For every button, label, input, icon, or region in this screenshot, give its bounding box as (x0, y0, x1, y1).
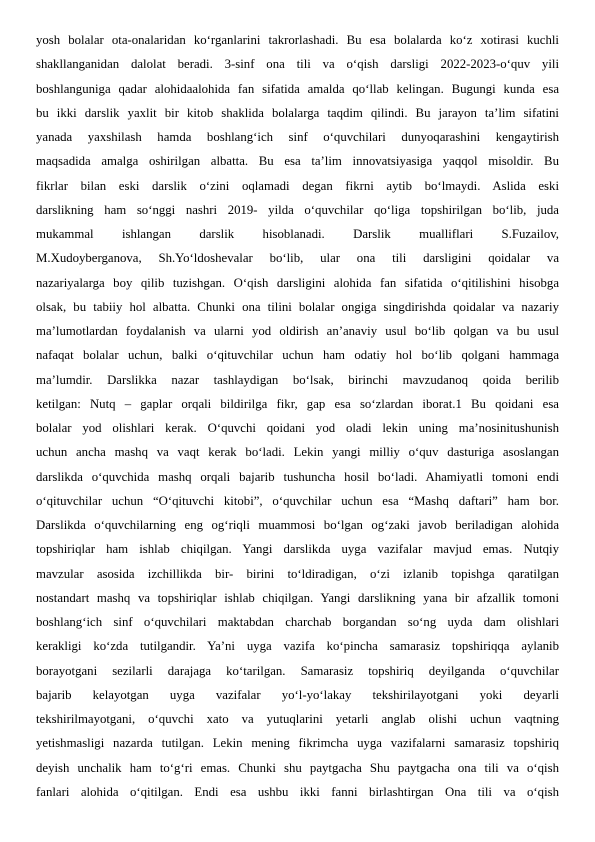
text-line: fanlari alohida o‘qitilgan. Endi esa ushbu ikki fanni birlashtirgan Ona tili va o‘qish (36, 784, 559, 799)
text-line: nazariyalarga boy qilib tuzishgan. O‘qish darsligini alohida fan sifatida o‘qitilishini hisobga (36, 275, 559, 290)
text-line: nostandart mashq va topshiriqlar ishlab chiqilgan. Yangi darslikning yana bir afzallik tomoni (36, 590, 559, 605)
document-body (36, 28, 559, 804)
text-line: shakllanganidan dalolat beradi. 3-sinf ona tili va o‘qish darsligi 2022-2023-o‘quv yili (36, 57, 559, 72)
text-line: M.Xudoyberganova, Sh.Yo‘ldoshevalar bo‘lib, ular ona tili darsligini qoidalar va (36, 251, 559, 266)
text-line: yosh bolalar ota-onalaridan ko‘rganlarini takrorlashadi. Bu esa bolalarda ko‘z xotirasi kuchli (36, 33, 559, 47)
text-line: ma’lumdir. Darslikka nazar tashlaydigan bo‘lsak, birinchi mavzudanoq qoida berilib (36, 372, 559, 387)
text-line: darslikning ham so‘nggi nashri 2019- yilda o‘quvchilar qo‘liga topshirilgan bo‘lib, juda (36, 202, 559, 217)
text-line: olsak, bu tabiiy hol albatta. Chunki ona tilini bolalar ongiga singdirishda qoidalar va nazariy (36, 299, 559, 314)
text-line: darslikda o‘quvchida mashq orqali bajarib tushuncha hosil bo‘ladi. Ahamiyatli tomoni endi (36, 469, 559, 484)
text-line: yanada yaxshilash hamda boshlang‘ich sinf o‘quvchilari dunyoqarashini kengaytirish (36, 130, 559, 144)
text-line: ketilgan: Nutq – gaplar orqali bildirilga fikr, gap esa so‘zlardan iborat.1 Bu qoidani esa (36, 396, 559, 411)
text-line: kerakligi ko‘zda tutilgandir. Ya’ni uyga vazifa ko‘pincha samarasiz topshiriqqa aylanib (36, 639, 559, 654)
text-line: boshlang‘ich sinf o‘quvchilari maktabdan charchab borgandan so‘ng uyda dam olishlari (36, 615, 559, 629)
text-line: yetishmasligi nazarda tutilgan. Lekin mening fikrimcha uyga vazifalarni samarasiz topshiriq (36, 736, 559, 751)
text-line: tekshirilmayotgani, o‘quvchi xato va yutuqlarini yetarli anglab olishi uchun vaqtning (36, 712, 559, 726)
text-line: bu ikki darslik yaxlit bir kitob shaklida bolalarga taqdim qilindi. Bu jarayon ta’lim sifatini (36, 105, 559, 120)
text-line: mavzular asosida izchillikda bir- birini to‘ldiradigan, o‘zi izlanib topishga qaratilgan (36, 566, 559, 581)
text-line: topshiriqlar ham ishlab chiqilgan. Yangi darslikda uyga vazifalar mavjud emas. Nutqiy (36, 542, 559, 557)
text-line: uchun ancha mashq va vaqt kerak bo‘ladi. Lekin yangi milliy o‘quv dasturiga asoslangan (36, 445, 559, 460)
text-line: maqsadida amalga oshirilgan albatta. Bu esa ta’lim innovatsiyasiga yaqqol misoldir. Bu (36, 154, 559, 169)
text-line: o‘qituvchilar uchun “O‘qituvchi kitobi”, o‘quvchilar uchun esa “Mashq daftari” ham bor. (36, 493, 559, 508)
text-line: boshlanguniga qadar alohidaalohida fan sifatida amalda qo‘llab kelingan. Bugungi kunda esa (36, 81, 559, 96)
text-line: nafaqat bolalar uchun, balki o‘qituvchilar uchun ham odatiy hol bo‘lib qolgani hammaga (36, 348, 559, 363)
text-line: bajarib kelayotgan uyga vazifalar yo‘l-yo‘lakay tekshirilayotgani yoki deyarli (36, 687, 559, 702)
text-line: fikrlar bilan eski darslik o‘zini oqlamadi degan fikrni aytib bo‘lmaydi. Aslida eski (36, 178, 559, 193)
text-line: bolalar yod olishlari kerak. O‘quvchi qoidani yod oladi lekin uning ma’nosinitushunish (36, 421, 559, 435)
text-line: Darslikda o‘quvchilarning eng og‘riqli muammosi bo‘lgan og‘zaki javob beriladigan alohida (36, 518, 559, 532)
text-line: mukammal ishlangan darslik hisoblanadi. Darslik mualliflari S.Fuzailov, (36, 227, 559, 241)
text-line: deyish unchalik ham to‘g‘ri emas. Chunki shu paytgacha Shu paytgacha ona tili va o‘qish (36, 760, 559, 775)
text-line: ma’lumotlardan foydalanish va ularni yod oldirish an’anaviy usul bo‘lib qolgan va bu usul (36, 324, 559, 338)
text-line: borayotgani sezilarli darajaga ko‘tarilgan. Samarasiz topshiriq deyilganda o‘quvchilar (36, 663, 559, 678)
